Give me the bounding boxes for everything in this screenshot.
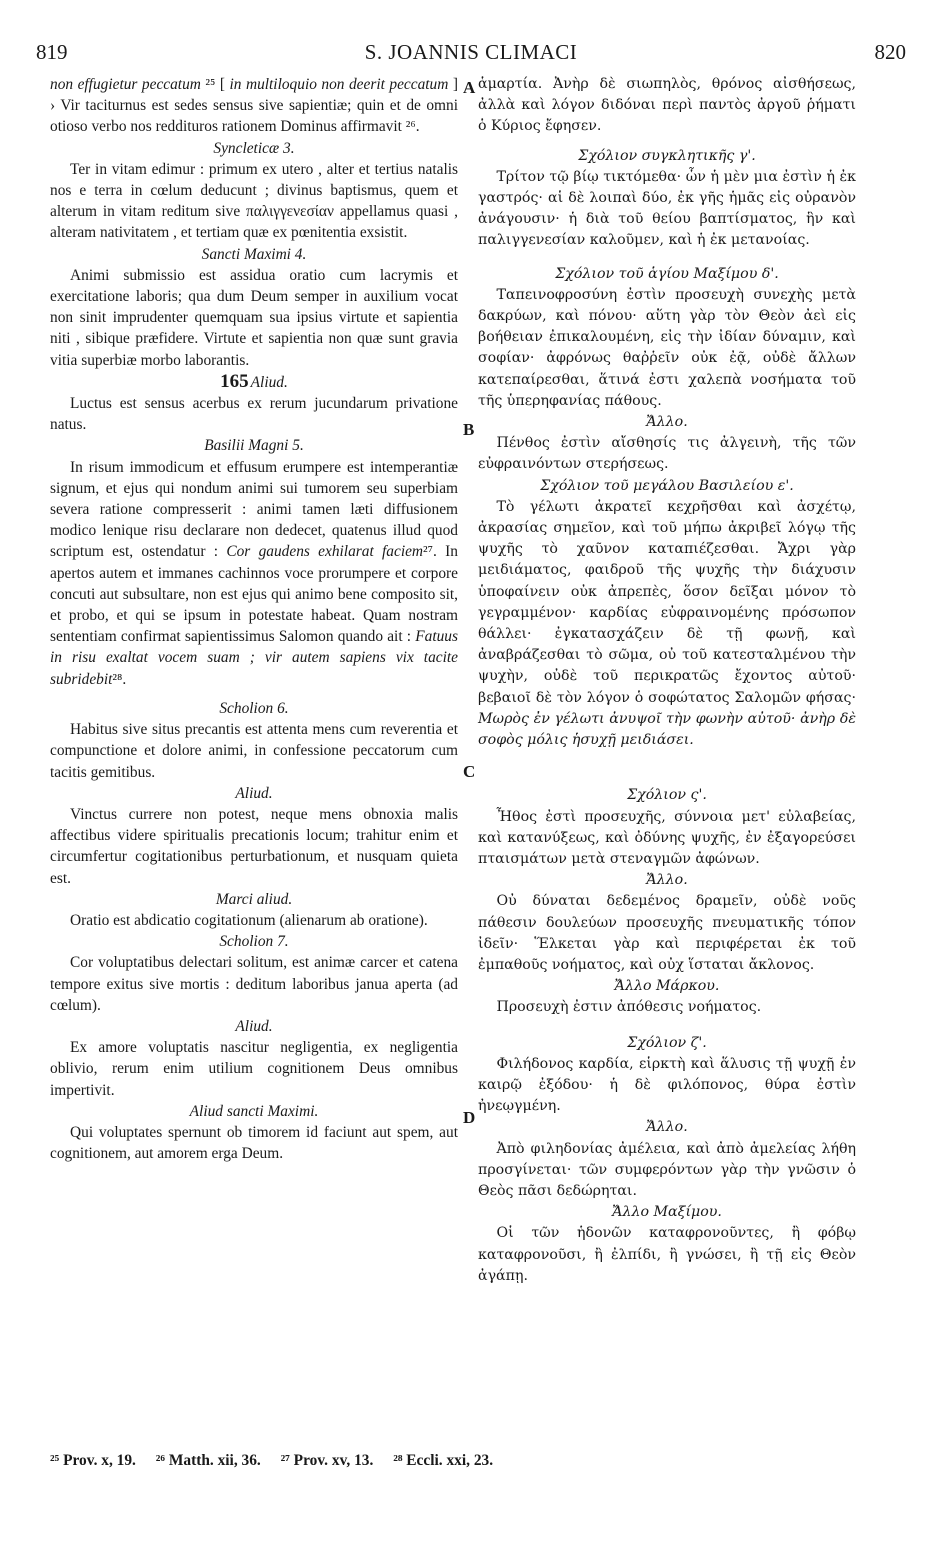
running-title: S. JOANNIS CLIMACI xyxy=(364,40,578,64)
page-number-right: 820 xyxy=(874,40,906,64)
section-heading: Ἄλλο Μάρκου. xyxy=(614,978,720,995)
italic-run: Μωρὸς ἐν γέλωτι ἀνυψοῖ τὴν φωνὴν αὐτοῦ· ἀνὴρ δὲ σοφὸς μόλις ἡσυχῇ μειδιάσει. xyxy=(478,710,856,749)
section-heading: Ἄλλο. xyxy=(646,872,688,889)
section-heading: Σχόλιον συγκλητικῆς γ'. xyxy=(578,147,756,164)
footnote: ²⁶ Matth. xii, 36. xyxy=(155,1452,261,1469)
latin-paragraph: Cor voluptatibus delectari solitum, est animæ carcer et catena tempore exitus sive mortis : deditum laboribus janua aperta (ad cœlum). xyxy=(50,954,458,1014)
margin-letter-b: B xyxy=(463,420,475,439)
greek-paragraph: Τρίτον τῷ βίῳ τικτόμεθα· ὧν ἡ μὲν μια ἐστὶν ἡ ἐκ γαστρός· αἱ δὲ λοιπαὶ δύο, ἐκ γῆς ἡμᾶς εἰς οὐρανὸν ἀνάγουσιν· ἡ διὰ τοῦ θείου βαπτίσματος, ἣν καὶ παλιγγενεσίαν καλοῦμεν, καὶ ἡ ἐκ μετανοίας. xyxy=(478,168,856,249)
section-heading: Σχόλιον ζ'. xyxy=(627,1034,707,1051)
greek-paragraph: Οὐ δύναται δεδεμένος δραμεῖν, οὐδὲ νοῦς πάθεσιν δουλεύων προσευχῆς πνευματικῆς τόπον ἰδεῖν· Ἕλκεται γὰρ καὶ περιφέρεται ἐκ τοῦ ἐμπαθοῦς νοήματος, καὶ οὐχ ἵσταται ἄκλονος. xyxy=(478,893,856,973)
greek-paragraph: Πένθος ἐστὶν αἴσθησίς τις ἀλγεινὴ, τῆς τῶν εὐφραινόντων στερήσεως. xyxy=(478,435,856,473)
section-heading: Ἄλλο. xyxy=(646,1119,688,1136)
footnote: ²⁷ Prov. xv, 13. xyxy=(280,1452,374,1469)
margin-letter-d: D xyxy=(463,1108,476,1127)
footnote: ²⁸ Eccli. xxi, 23. xyxy=(393,1452,494,1469)
latin-paragraph: Ex amore voluptatis nascitur negligentia, ex negligentia oblivio, rerum enim utilium cognitionem Deus omnibus impertivit. xyxy=(50,1039,458,1099)
latin-column xyxy=(50,74,458,1164)
greek-intro: ἁμαρτία. Ἀνὴρ δὲ σιωπηλὸς, θρόνος αἰσθήσεως, ἀλλὰ καὶ λόγον διδόναι περὶ παντὸς ἀργοῦ ῥήματι ὁ Κύριος ἔφησεν. xyxy=(478,76,856,135)
greek-paragraph: Προσευχὴ ἐστιν ἀπόθεσις νοήματος. xyxy=(496,999,762,1016)
section-heading: Aliud. xyxy=(235,1017,273,1035)
footnotes xyxy=(50,1452,870,1470)
section-heading: Ἄλλο. xyxy=(646,414,688,431)
heading-text: Aliud. xyxy=(250,373,288,391)
greek-paragraph xyxy=(478,497,856,751)
section-heading: Scholion 6. xyxy=(219,699,289,717)
greek-paragraph: Ταπεινοφροσύνη ἐστὶν προσευχὴ συνεχὴς μετὰ δακρύων, καὶ πόνου· αὕτη γὰρ τὸν Θεὸν ἀεὶ εἰς βοήθειαν ἐπικαλουμένη, εἰς τὴν ἰδίαν δύναμιν, καὶ σοφίαν· ἀφρόνως θαῤῥεῖν οὐκ ἐᾷ, οὐδὲ ἄλλων κατεπαίρεσθαι, ἅτινά ἐστι χαλεπὰ νοσήματα τοῦ τῆς ὑπερηφανίας πάθους. xyxy=(478,286,856,409)
greek-paragraph: Ἦθος ἐστὶ προσευχῆς, σύννοια μετ' εὐλαβείας, καὶ κατανύξεως, καὶ ὀδύνης ψυχῆς, ἐν ἐξαγορεύσει πταισμάτων μετὰ στεναγμῶν ἀφώνων. xyxy=(478,808,856,867)
margin-letter-a: A xyxy=(463,78,476,97)
section-heading: Σχόλιον ς'. xyxy=(627,787,707,804)
italic-run: Fatuus in risu exaltat vocem suam ; vir autem sapiens vix tacite subridebit xyxy=(50,628,458,688)
greek-paragraph: Ἀπὸ φιληδονίας ἀμέλεια, καὶ ἀπὸ ἀμελείας λήθη προσγίνεται· τῶν συμφερόντων γὰρ τὴν γνῶσιν ὁ Θεὸς πᾶσι δεδώρηται. xyxy=(478,1140,856,1199)
latin-intro xyxy=(50,74,458,138)
section-heading: Σχόλιον τοῦ μεγάλου Βασιλείου ε'. xyxy=(540,477,794,494)
text-run: ²⁵ [ xyxy=(205,76,230,93)
section-heading: Aliud. xyxy=(235,784,273,802)
section-heading: Sancti Maximi 4. xyxy=(201,245,307,263)
page-number-left: 819 xyxy=(36,40,68,64)
italic-run: non effugietur peccatum xyxy=(50,76,206,93)
greek-column xyxy=(478,74,856,1287)
section-heading: Σχόλιον τοῦ ἁγίου Μαξίμου δ'. xyxy=(555,265,779,282)
text-run: ²⁸. xyxy=(112,670,127,688)
column-number: 165 xyxy=(220,370,249,392)
greek-paragraph: Φιλήδονος καρδία, εἱρκτὴ καὶ ἅλυσις τῇ ψυχῇ ἐν καιρῷ ἐξόδου· ἡ δὲ φιλόπονος, θύρα ἐστὶν ἠνεῳγμένη. xyxy=(478,1055,856,1115)
latin-paragraph xyxy=(50,457,458,690)
latin-paragraph: Ter in vitam edimur : primum ex utero , alter et tertius natalis nos e terra in cœlum deducunt ; divinus baptismus, quem et alterum in vitam reditum sive παλιγγενεσίαν appellamus quasi , alteram nativitatem , et tertiam quæ ex pœnitentia exsistit. xyxy=(50,160,458,242)
latin-paragraph: Animi submissio est assidua oratio cum lacrymis et exercitatione laboris; qua dum Deum semper in auxilium vocat non sinit imprudenter quemquam sua ipsius virtute et sapientia niti , sibique præfidere. Virtute et sapientia non quæ sunt gravia vitia superbiæ morbo laborantis. xyxy=(50,266,458,369)
latin-paragraph: Qui voluptates spernunt ob timorem id faciunt aut spem, aut cognitionem, aut amorem erga Deum. xyxy=(50,1123,458,1163)
section-heading: Ἄλλο Μαξίμου. xyxy=(612,1204,722,1221)
section-heading: Basilii Magni 5. xyxy=(204,437,304,455)
section-heading: Scholion 7. xyxy=(219,933,289,951)
text-run: ²⁷. In apertos autem et immanes cachinnos voce prorumpere et corpore concuti aut subsultare, non est ejus qui animo bene composito sit, et probo, et qui se ipsum in potestate habeat. Quam nostram sententiam confirmat sapientissimus Salomon quando ait : xyxy=(50,543,458,646)
section-heading: Syncleticæ 3. xyxy=(213,139,295,157)
latin-paragraph: Luctus est sensus acerbus ex rerum jucundarum privatione natus. xyxy=(50,395,458,434)
section-heading: Aliud sancti Maximi. xyxy=(189,1102,319,1120)
section-heading xyxy=(50,371,458,393)
footnote: ²⁵ Prov. x, 19. xyxy=(50,1452,136,1469)
text-run: Τὸ γέλωτι ἀκρατεῖ κεχρῆσθαι καὶ ἀσχέτῳ, ἀκρασίας σημεῖον, καὶ τοῦ μήπω ἀκριβεῖ λόγῳ τῆς ψυχῆς τὸ χαῦνον καταπιέζεσθαι. Ἄχρι γὰρ μειδιάματος, φαιδροῦ τῆς ψυχῆς τὴν διάχυσιν ὑποφαίνειν οὐκ ἀπρεπὲς, ὅσον δεῖξαι μόνον τὸ γεγραμμένον· καρδίας εὐφραινομένης πρόσωπον θάλλει· ἐγκατασχάζειν δὲ τῇ φωνῇ, καὶ ἀναβράζεσθαι τὸ σῶμα, οὐ τοῦ κατεσταλμένου τὴν ψυχὴν, οὐδὲ τοῦ περικρατῶς ἔχοντος αὐτοῦ· βεβαιοῖ δὲ τὸν λόγον ὁ σοφώτατος Σαλομῶν φήσας· xyxy=(478,498,856,706)
italic-run: Cor gaudens exhilarat faciem xyxy=(226,543,424,561)
latin-paragraph: Habitus sive situs precantis est attenta mens cum reverentia et compunctione et dolore animi, in confessione peccatorum cum tacitis gemitibus. xyxy=(50,721,458,781)
latin-paragraph: Oratio est abdicatio cogitationum (alienarum ab oratione). xyxy=(70,911,428,929)
text-run: In risum immodicum et effusum erumpere est intemperantiæ signum, et ejus qui nondum animi sui tumorem seu superbiam severa ratione compresserit : animi tamen læti diffusionem modico lenique risu declarare non dedecet, quatenus illud quod scriptum est, ostendatur : xyxy=(50,458,458,561)
text-run: ] › Vir taciturnus est sedes sensus sive sapientiæ; quin et de omni otioso verbo nos reddituros rationem Dominus affirmavit ²⁶. xyxy=(50,76,458,136)
greek-paragraph: Οἱ τῶν ἡδονῶν καταφρονοῦντες, ἢ φόβῳ καταφρονοῦσι, ἢ ἐλπίδι, ἢ γνώσει, ἢ τῇ εἰς Θεὸν ἀγάπῃ. xyxy=(478,1225,856,1284)
margin-letter-c: C xyxy=(463,762,476,781)
italic-run: in multiloquio non deerit peccatum xyxy=(229,76,449,93)
page-header xyxy=(36,40,906,66)
latin-paragraph: Vinctus currere non potest, neque mens obnoxia malis affectibus videre spiritualis precationis locum; trahitur enim et circumfertur cogitationibus perturbationum, et nusquam quieta est. xyxy=(50,805,458,887)
section-heading: Marci aliud. xyxy=(215,890,293,908)
